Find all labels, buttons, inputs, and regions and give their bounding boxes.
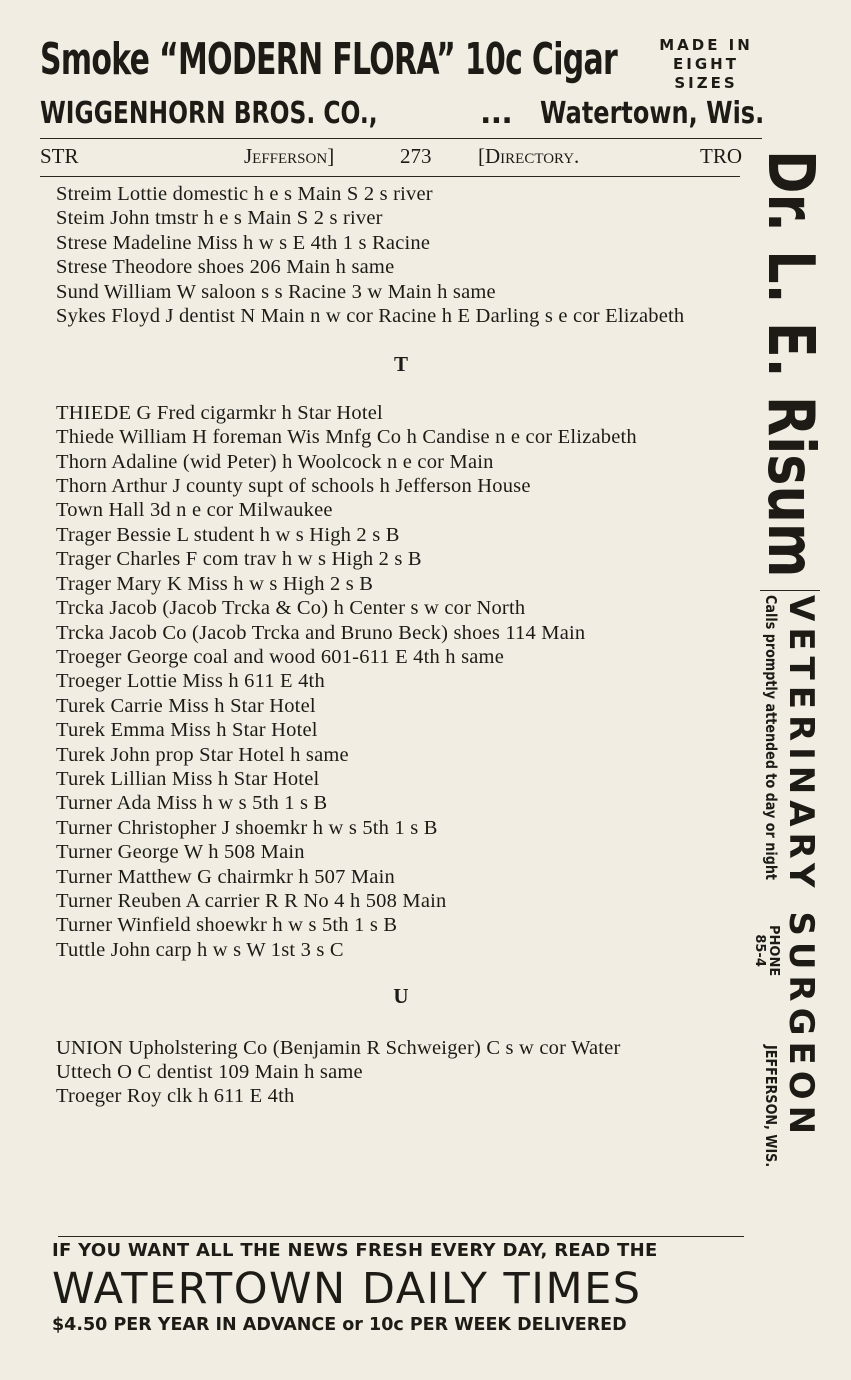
page-number: 273 [400, 144, 432, 168]
list-item: Tuttle John carp h w s W 1st 3 s C [56, 938, 344, 961]
list-item: Turek Lillian Miss h Star Hotel [56, 767, 320, 790]
list-item: Turner Ada Miss h w s 5th 1 s B [56, 792, 328, 815]
company-name: WIGGENHORN BROS. CO., [40, 96, 378, 131]
list-item: Trager Mary K Miss h w s High 2 s B [56, 572, 374, 595]
phone-number: 85-4 [752, 934, 767, 967]
list-item: Turner Reuben A carrier R R No 4 h 508 Main [56, 889, 447, 912]
list-item: Sykes Floyd J dentist N Main n w cor Racine h E Darling s e cor Elizabeth [56, 305, 685, 328]
veterinarian-name: Dr. L. E. Risum [753, 150, 827, 578]
section-letter-u: U [393, 984, 409, 1009]
made-in-sizes [654, 36, 758, 93]
list-item: Turner George W h 508 Main [56, 841, 305, 864]
header-town: Jefferson] [244, 144, 335, 168]
phone-block [752, 925, 780, 976]
list-item: Streim Lottie domestic h e s Main S 2 s river [56, 183, 433, 205]
list-item: Turek John prop Star Hotel h same [56, 743, 349, 766]
list-item: Strese Theodore shoes 206 Main h same [56, 256, 395, 279]
list-item: THIEDE G Fred cigarmkr h Star Hotel [56, 401, 383, 424]
list-item: Town Hall 3d n e cor Milwaukee [56, 499, 333, 522]
cigar-ad-headline: Smoke “MODERN FLORA” 10c Cigar [40, 34, 618, 85]
side-ad-details [752, 595, 821, 1215]
subscription-price: $4.50 PER YEAR IN ADVANCE or 10c PER WEEK DELIVERED [52, 1315, 627, 1335]
list-item: Thorn Arthur J county supt of schools h Jefferson House [56, 475, 531, 498]
list-item: Turek Carrie Miss h Star Hotel [56, 694, 316, 717]
side-ad-name [753, 150, 827, 590]
calls-tagline: Calls promptly attended to day or night [762, 595, 780, 881]
list-item: Turner Christopher J shoemkr h w s 5th 1 s B [56, 816, 438, 839]
list-item: Thiede William H foreman Wis Mnfg Co h Candise n e cor Elizabeth [56, 426, 637, 449]
news-ad-line: IF YOU WANT ALL THE NEWS FRESH EVERY DAY, READ THE [52, 1240, 658, 1261]
list-item: Turner Matthew G chairmkr h 507 Main [56, 865, 395, 888]
list-item: Strese Madeline Miss h w s E 4th 1 s Racine [56, 231, 431, 254]
list-item: Troeger Roy clk h 611 E 4th [56, 1085, 295, 1108]
header-last-key: TRO [700, 144, 742, 168]
list-item: Trcka Jacob (Jacob Trcka & Co) h Center s w cor North [56, 597, 526, 620]
newspaper-name: WATERTOWN DAILY TIMES [52, 1264, 642, 1314]
sizes-line: SIZES [674, 74, 738, 92]
list-item: Trcka Jacob Co (Jacob Trcka and Bruno Beck) shoes 114 Main [56, 621, 586, 644]
list-item: Sund William W saloon s s Racine 3 w Main h same [56, 280, 496, 303]
side-ad-divider [760, 590, 820, 591]
header-rule-bottom [40, 176, 740, 177]
list-item: UNION Upholstering Co (Benjamin R Schweiger) C s w cor Water [56, 1036, 621, 1059]
list-item: Turek Emma Miss h Star Hotel [56, 719, 318, 742]
company-city: Watertown, Wis. [540, 96, 765, 131]
header-rule-top [40, 138, 762, 139]
running-header [40, 144, 764, 170]
list-item: Troeger Lottie Miss h 611 E 4th [56, 670, 325, 693]
list-item: Uttech O C dentist 109 Main h same [56, 1061, 363, 1083]
list-item: Steim John tmstr h e s Main S 2 s river [56, 207, 383, 230]
header-section: [Directory. [478, 144, 580, 168]
eight-line: EIGHT [673, 55, 739, 73]
phone-label: PHONE [766, 925, 781, 977]
made-in-line: MADE IN [659, 36, 753, 54]
directory-entries [56, 182, 746, 1109]
section-letter-t: T [393, 352, 408, 377]
footer-rule [58, 1236, 744, 1237]
list-item: Turner Winfield shoewkr h w s 5th 1 s B [56, 914, 398, 937]
list-item: Trager Bessie L student h w s High 2 s B [56, 523, 400, 546]
separator-dots: .․. [480, 96, 513, 131]
veterinary-surgeon-title: VETERINARY SURGEON [781, 595, 821, 1141]
list-item: Troeger George coal and wood 601-611 E 4th h same [56, 645, 504, 668]
side-ad-city: JEFFERSON, WIS. [762, 1045, 780, 1168]
list-item: Thorn Adaline (wid Peter) h Woolcock n e cor Main [56, 450, 494, 473]
list-item: Trager Charles F com trav h w s High 2 s B [56, 548, 422, 571]
header-first-key: STR [40, 144, 79, 168]
